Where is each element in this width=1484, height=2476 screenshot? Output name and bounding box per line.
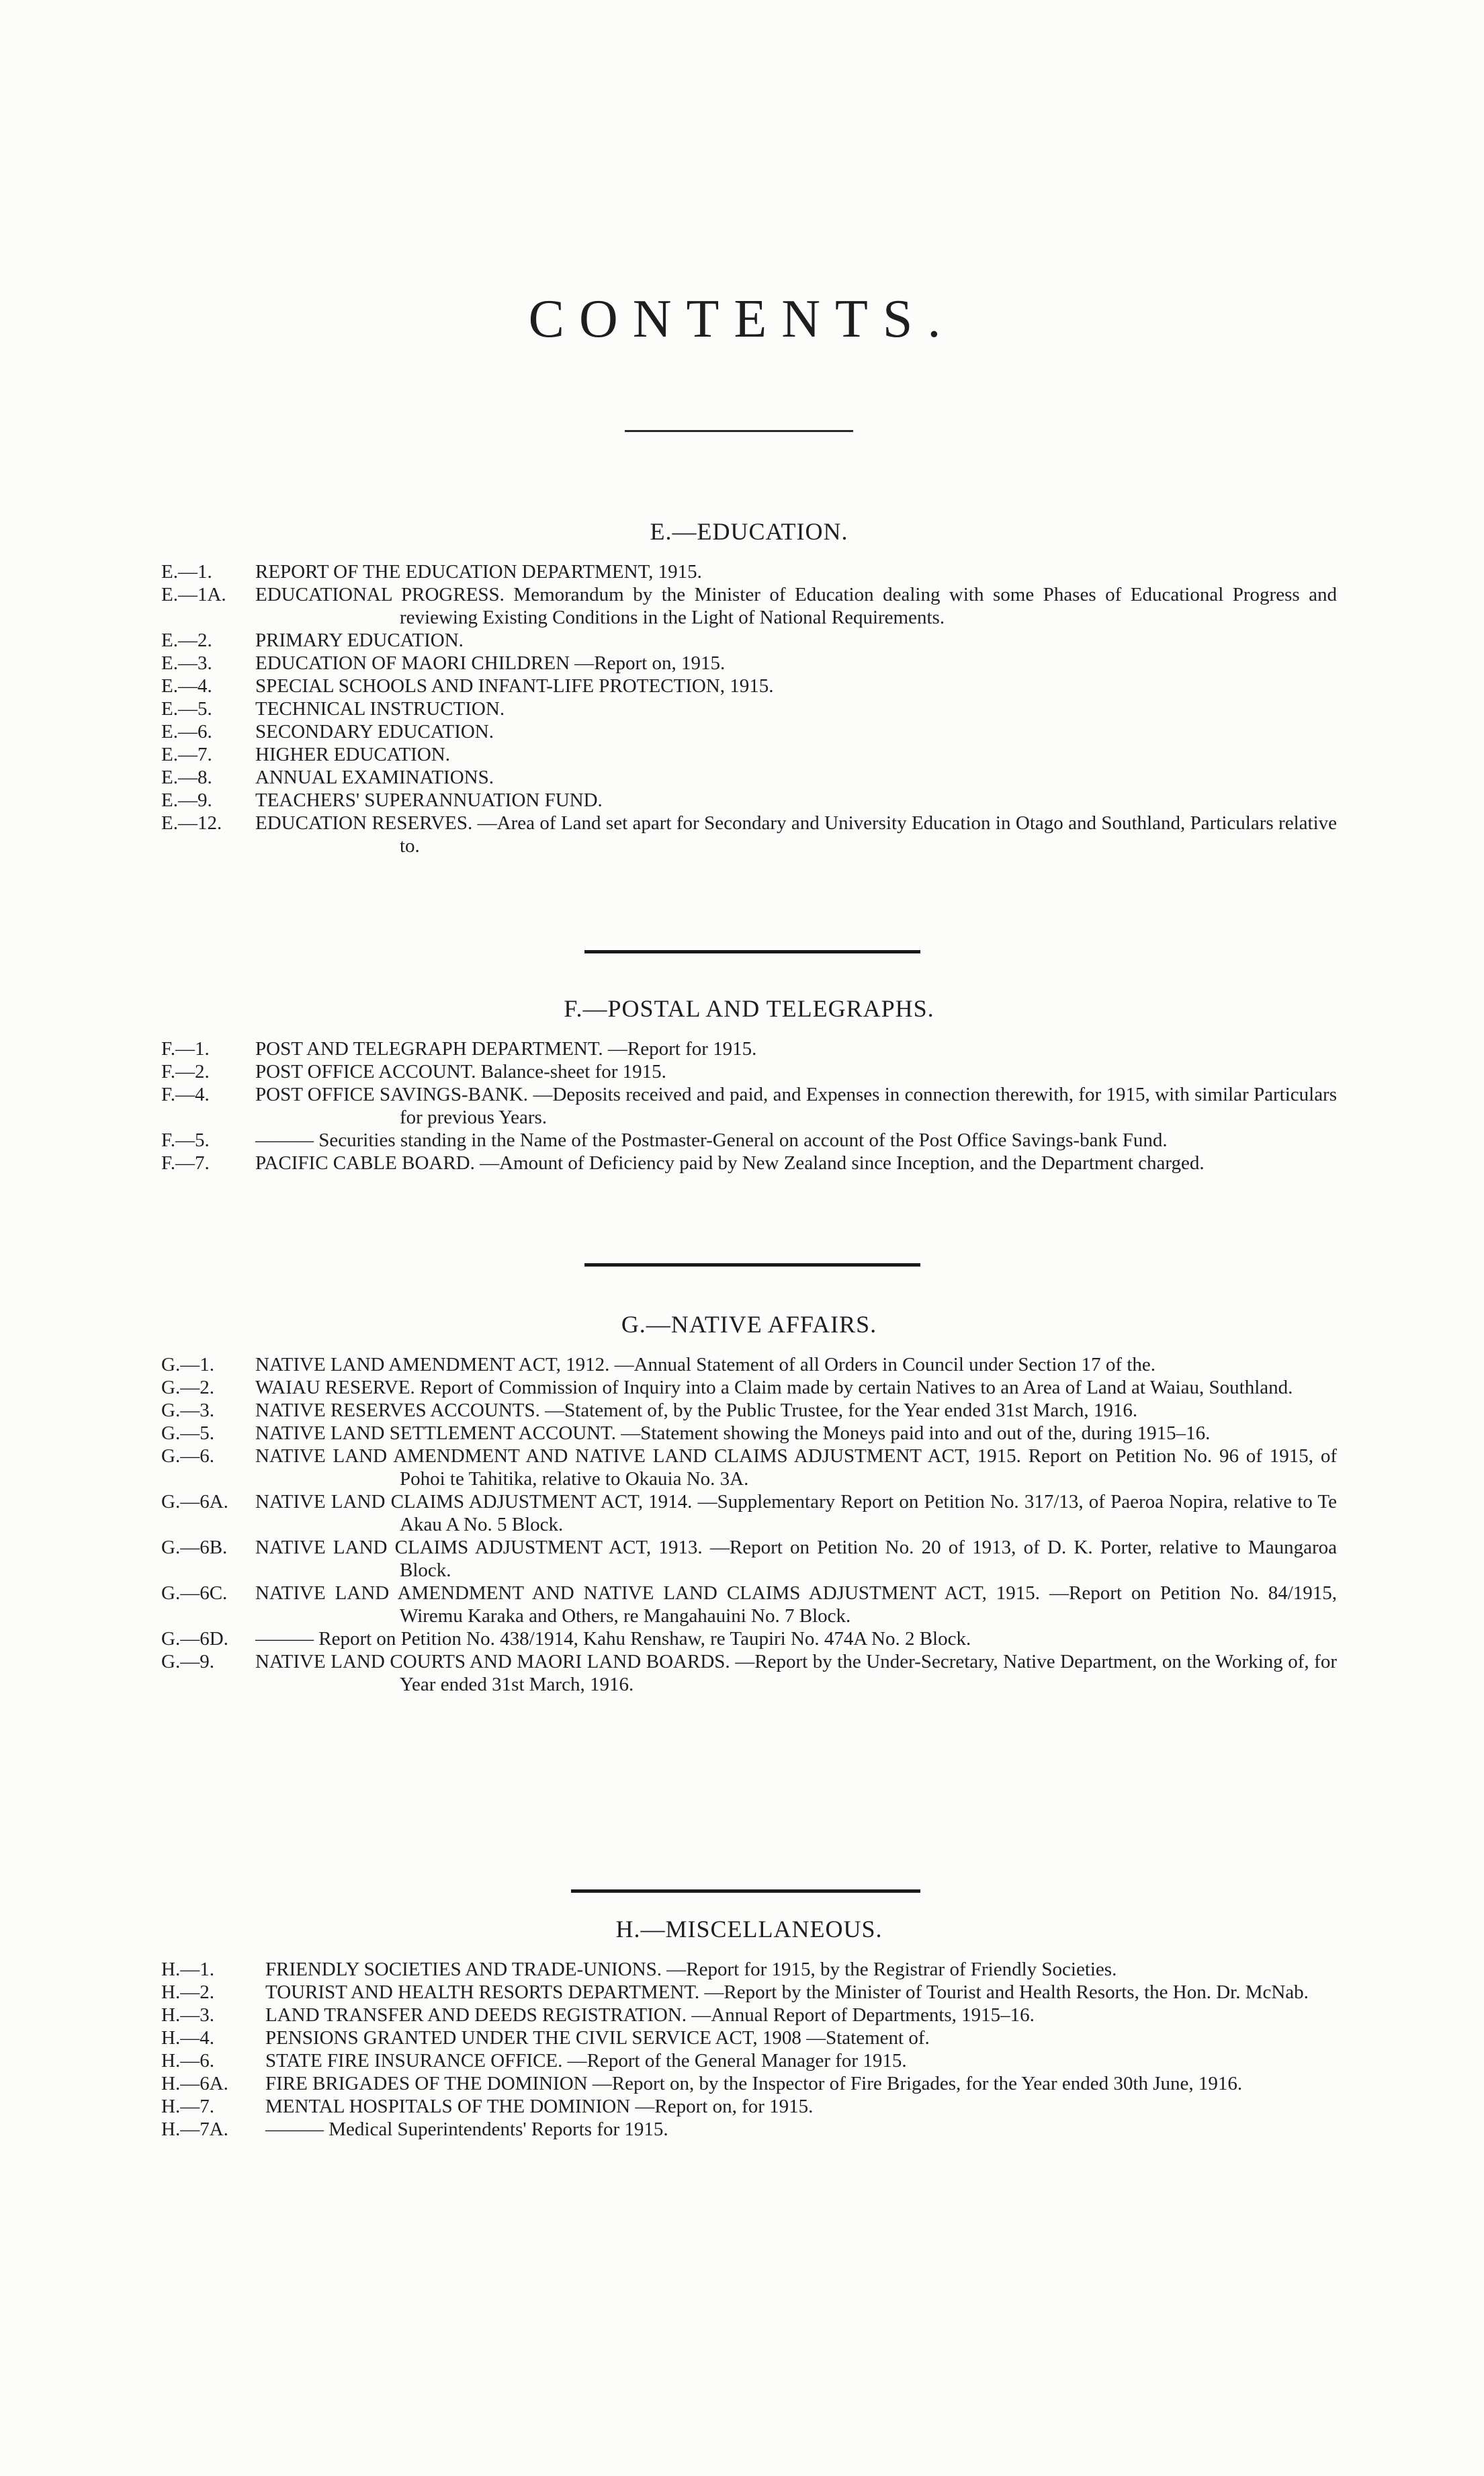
contents-entry <box>161 2026 1337 2049</box>
contents-entry <box>161 2049 1337 2072</box>
entry-title: NATIVE LAND SETTLEMENT ACCOUNT. <box>255 1422 616 1444</box>
entry-body <box>255 743 1337 766</box>
entry-title: POST OFFICE SAVINGS-BANK. <box>255 1084 529 1105</box>
entry-title: NATIVE LAND CLAIMS ADJUSTMENT ACT, 1913. <box>255 1537 703 1558</box>
entry-body <box>265 2049 1337 2072</box>
entry-description: —Statement showing the Moneys paid into and out of the, during 1915–16. <box>621 1422 1211 1444</box>
entry-body <box>255 697 1337 720</box>
entry-body <box>255 1536 1337 1582</box>
entry-code: G.—6. <box>161 1445 214 1467</box>
entry-description: Medical Superintendents' Reports for 1915. <box>329 2119 668 2140</box>
entry-description: Report of Commission of Inquiry into a Claim made by certain Natives to an Area of Land at Waiau, Southland. <box>419 1377 1293 1398</box>
entry-description: Report on Petition No. 96 of 1915, of Pohoi te Tahitika, relative to Okauia No. 3A. <box>400 1445 1338 1490</box>
entry-code: F.—4. <box>161 1084 210 1105</box>
entry-description: Balance-sheet for 1915. <box>480 1061 666 1082</box>
entry-code: E.—2. <box>161 630 212 651</box>
entry-description: —Report for 1915. <box>607 1038 757 1060</box>
entry-description: —Report on, for 1915. <box>635 2096 814 2117</box>
entry-code: G.—6D. <box>161 1628 228 1650</box>
section-heading: E.—EDUCATION. <box>650 518 848 545</box>
contents-entry <box>161 1981 1337 2004</box>
entry-title: SECONDARY EDUCATION. <box>255 721 494 742</box>
entry-body <box>255 1422 1337 1445</box>
contents-entry <box>161 2072 1337 2095</box>
entry-description: —Statement of, by the Public Trustee, for the Year ended 31st March, 1916. <box>545 1400 1138 1421</box>
entry-description: —Report on Petition No. 84/1915, Wiremu Karaka and Others, re Mangahauini No. 7 Block. <box>400 1582 1337 1627</box>
entry-title: POST AND TELEGRAPH DEPARTMENT. <box>255 1038 603 1060</box>
contents-entry <box>161 1650 1337 1696</box>
contents-entry <box>161 2118 1337 2141</box>
entry-title: NATIVE LAND COURTS AND MAORI LAND BOARDS. <box>255 1651 730 1672</box>
entry-body <box>265 1981 1337 2004</box>
entry-description: —Report for 1915, by the Registrar of Friendly Societies. <box>666 1959 1117 1980</box>
entry-title: WAIAU RESERVE. <box>255 1377 415 1398</box>
entry-body <box>255 1129 1337 1152</box>
contents-entry <box>161 1037 1337 1060</box>
section-heading: H.—MISCELLANEOUS. <box>615 1916 883 1943</box>
contents-entry <box>161 1083 1337 1129</box>
entry-code: H.—7A. <box>161 2119 228 2140</box>
entry-description: Securities standing in the Name of the Postmaster-General on account of the Post Office Savings-bank Fund. <box>318 1129 1168 1151</box>
entry-title: TEACHERS' SUPERANNUATION FUND. <box>255 789 603 811</box>
entry-code: H.—6. <box>161 2050 214 2072</box>
entry-body <box>255 1083 1337 1129</box>
entry-title: LAND TRANSFER AND DEEDS REGISTRATION. <box>265 2004 687 2026</box>
entry-body <box>255 1582 1337 1627</box>
contents-entry <box>161 1536 1337 1582</box>
entry-code: F.—5. <box>161 1129 210 1151</box>
entry-body <box>265 2026 1337 2049</box>
contents-entry <box>161 1627 1337 1650</box>
entry-title: NATIVE LAND AMENDMENT AND NATIVE LAND CLAIMS ADJUSTMENT ACT, 1915. <box>255 1582 1041 1604</box>
contents-entry <box>161 743 1337 766</box>
entry-code: F.—7. <box>161 1152 210 1174</box>
contents-entry <box>161 766 1337 789</box>
entry-body <box>255 1353 1337 1376</box>
section-postal-and-telegraphs <box>161 994 1337 1175</box>
section-miscellaneous <box>161 1915 1337 2141</box>
entry-code: E.—4. <box>161 675 212 697</box>
entry-description: —Annual Report of Departments, 1915–16. <box>691 2004 1035 2026</box>
entry-body <box>255 1376 1337 1399</box>
entry-description: —Report on, by the Inspector of Fire Brigades, for the Year ended 30th June, 1916. <box>592 2073 1243 2094</box>
section-native-affairs <box>161 1310 1337 1696</box>
entry-code: G.—2. <box>161 1377 214 1398</box>
entry-body <box>255 789 1337 812</box>
contents-entry <box>161 789 1337 812</box>
entry-code: E.—1A. <box>161 584 226 605</box>
entry-code: G.—9. <box>161 1651 214 1672</box>
entry-title: PACIFIC CABLE BOARD. <box>255 1152 475 1174</box>
entry-description: —Supplementary Report on Petition No. 317/13, of Paeroa Nopira, relative to Te Akau A No. 5 Block. <box>400 1491 1337 1535</box>
entry-list <box>161 1037 1337 1175</box>
entry-title: HIGHER EDUCATION. <box>255 744 450 765</box>
section-heading: F.—POSTAL AND TELEGRAPHS. <box>564 995 934 1022</box>
entry-title: TECHNICAL INSTRUCTION. <box>255 698 505 720</box>
entry-title: REPORT OF THE EDUCATION DEPARTMENT, 1915. <box>255 561 702 583</box>
entry-list <box>161 1353 1337 1696</box>
section-divider <box>571 1889 920 1893</box>
entry-body <box>265 2072 1337 2095</box>
entry-description: Report on Petition No. 438/1914, Kahu Renshaw, re Taupiri No. 474A No. 2 Block. <box>318 1628 971 1650</box>
contents-entry <box>161 720 1337 743</box>
entry-title: SPECIAL SCHOOLS AND INFANT-LIFE PROTECTION, 1915. <box>255 675 774 697</box>
entry-code: G.—1. <box>161 1354 214 1375</box>
entry-title: PENSIONS GRANTED UNDER THE CIVIL SERVICE ACT, 1908 <box>265 2027 801 2049</box>
entry-body <box>255 1627 1337 1650</box>
entry-code: H.—7. <box>161 2096 214 2117</box>
entry-title: POST OFFICE ACCOUNT. <box>255 1061 476 1082</box>
entry-code: G.—6A. <box>161 1491 228 1512</box>
entry-body <box>255 1060 1337 1083</box>
section-education <box>161 517 1337 857</box>
entry-code: H.—3. <box>161 2004 214 2026</box>
section-divider <box>584 950 920 953</box>
contents-entry <box>161 583 1337 629</box>
entry-title: ——— <box>255 1129 314 1151</box>
entry-description: —Statement of. <box>806 2027 930 2049</box>
entry-list <box>161 560 1337 857</box>
entry-body <box>255 720 1337 743</box>
entry-title: NATIVE LAND AMENDMENT ACT, 1912. <box>255 1354 610 1375</box>
entry-code: G.—6B. <box>161 1537 228 1558</box>
entry-list <box>161 1958 1337 2141</box>
entry-code: F.—2. <box>161 1061 210 1082</box>
entry-body <box>255 812 1337 857</box>
entry-body <box>265 2004 1337 2026</box>
contents-entry <box>161 1129 1337 1152</box>
entry-body <box>255 629 1337 652</box>
contents-entry <box>161 1958 1337 1981</box>
entry-code: E.—1. <box>161 561 212 583</box>
entry-description: —Annual Statement of all Orders in Council under Section 17 of the. <box>614 1354 1155 1375</box>
entry-body <box>255 1399 1337 1422</box>
entry-title: FIRE BRIGADES OF THE DOMINION <box>265 2073 588 2094</box>
section-heading: G.—NATIVE AFFAIRS. <box>621 1311 877 1338</box>
entry-title: EDUCATION OF MAORI CHILDREN <box>255 652 570 674</box>
entry-body <box>255 560 1337 583</box>
entry-title: NATIVE RESERVES ACCOUNTS. <box>255 1400 540 1421</box>
contents-entry <box>161 2004 1337 2026</box>
entry-description: —Report on Petition No. 20 of 1913, of D. K. Porter, relative to Maungaroa Block. <box>400 1537 1337 1581</box>
page-title: CONTENTS. <box>528 290 956 349</box>
entry-code: F.—1. <box>161 1038 210 1060</box>
entry-description: —Report on, 1915. <box>574 652 726 674</box>
entry-description: Memorandum by the Minister of Education dealing with some Phases of Educational Progress and reviewing Existing Conditions in the Light of National Requirements. <box>400 584 1338 628</box>
contents-entry <box>161 1399 1337 1422</box>
contents-entry <box>161 697 1337 720</box>
entry-description: —Report of the General Manager for 1915. <box>567 2050 907 2072</box>
contents-entry <box>161 1422 1337 1445</box>
entry-body <box>255 1650 1337 1696</box>
entry-title: TOURIST AND HEALTH RESORTS DEPARTMENT. <box>265 1981 700 2003</box>
entry-body <box>255 1152 1337 1175</box>
contents-entry <box>161 1490 1337 1536</box>
entry-body <box>255 1490 1337 1536</box>
entry-title: NATIVE LAND AMENDMENT AND NATIVE LAND CLAIMS ADJUSTMENT ACT, 1915. <box>255 1445 1021 1467</box>
entry-title: STATE FIRE INSURANCE OFFICE. <box>265 2050 563 2072</box>
entry-title: PRIMARY EDUCATION. <box>255 630 464 651</box>
entry-code: H.—4. <box>161 2027 214 2049</box>
contents-entry <box>161 812 1337 857</box>
entry-title: ——— <box>265 2119 324 2140</box>
entry-body <box>265 1958 1337 1981</box>
entry-title: EDUCATIONAL PROGRESS. <box>255 584 505 605</box>
entry-code: H.—6A. <box>161 2073 228 2094</box>
entry-title: MENTAL HOSPITALS OF THE DOMINION <box>265 2096 631 2117</box>
contents-entry <box>161 1376 1337 1399</box>
entry-code: E.—9. <box>161 789 212 811</box>
entry-body <box>255 1445 1337 1490</box>
entry-code: E.—5. <box>161 698 212 720</box>
entry-code: H.—1. <box>161 1959 214 1980</box>
entry-body <box>255 766 1337 789</box>
entry-description: —Report by the Minister of Tourist and Health Resorts, the Hon. Dr. McNab. <box>704 1981 1309 2003</box>
entry-code: E.—7. <box>161 744 212 765</box>
contents-entry <box>161 1060 1337 1083</box>
contents-entry <box>161 2095 1337 2118</box>
entry-description: —Deposits received and paid, and Expenses in connection therewith, for 1915, with similar Particulars for previous Years. <box>400 1084 1338 1128</box>
entry-body <box>265 2095 1337 2118</box>
contents-entry <box>161 629 1337 652</box>
entry-code: E.—8. <box>161 767 212 788</box>
contents-entry <box>161 1152 1337 1175</box>
contents-entry <box>161 675 1337 697</box>
entry-body <box>255 583 1337 629</box>
contents-entry <box>161 1353 1337 1376</box>
entry-title: ANNUAL EXAMINATIONS. <box>255 767 494 788</box>
contents-entry <box>161 1582 1337 1627</box>
entry-code: G.—6C. <box>161 1582 228 1604</box>
contents-entry <box>161 560 1337 583</box>
entry-title: EDUCATION RESERVES. <box>255 812 473 834</box>
entry-code: E.—6. <box>161 721 212 742</box>
entry-description: —Amount of Deficiency paid by New Zealand since Inception, and the Department charged. <box>480 1152 1205 1174</box>
section-divider <box>584 1263 920 1267</box>
entry-body <box>255 652 1337 675</box>
title-rule <box>625 430 853 432</box>
entry-description: —Area of Land set apart for Secondary and University Education in Otago and Southland, Particulars relative to. <box>400 812 1337 857</box>
contents-entry <box>161 652 1337 675</box>
entry-body <box>255 675 1337 697</box>
entry-title: FRIENDLY SOCIETIES AND TRADE-UNIONS. <box>265 1959 662 1980</box>
entry-code: G.—5. <box>161 1422 214 1444</box>
entry-code: E.—3. <box>161 652 212 674</box>
entry-code: G.—3. <box>161 1400 214 1421</box>
contents-entry <box>161 1445 1337 1490</box>
entry-body <box>255 1037 1337 1060</box>
entry-description: —Report by the Under-Secretary, Native Department, on the Working of, for Year ended 31st March, 1916. <box>400 1651 1337 1695</box>
entry-code: E.—12. <box>161 812 222 834</box>
entry-title: ——— <box>255 1628 314 1650</box>
entry-body <box>265 2118 1337 2141</box>
entry-code: H.—2. <box>161 1981 214 2003</box>
entry-title: NATIVE LAND CLAIMS ADJUSTMENT ACT, 1914. <box>255 1491 693 1512</box>
